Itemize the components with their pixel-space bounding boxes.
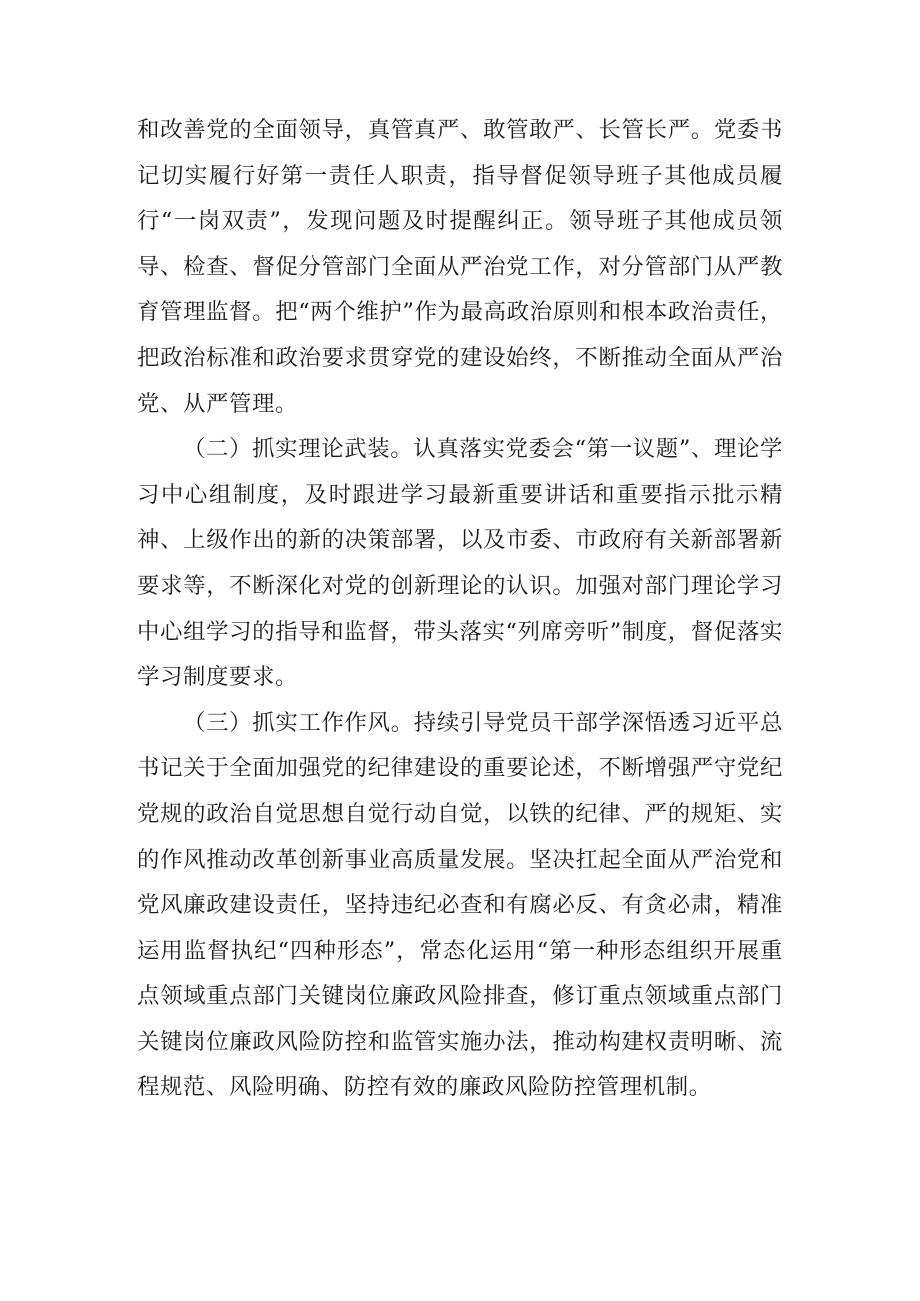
paragraph-leadership: 和改善党的全面领导，真管真严、敢管敢严、长管长严。党委书记切实履行好第一责任人职责，指导督促领导班子其他成员履行“一岗双责”，发现问题及时提醒纠正。领导班子其他成员领导、检查、督促分管部门全面从严治党工作，对分管部门从严教育管理监督。把“两个维护”作为最高政治原则和根本政治责任，把政治标准和政治要求贯穿党的建设始终，不断推动全面从严治党、从严管理。 bbox=[137, 117, 783, 417]
paragraph-work-style: （三）抓实工作作风。持续引导党员干部学深悟透习近平总书记关于全面加强党的纪律建设的重要论述，不断增强严守党纪党规的政治自觉思想自觉行动自觉，以铁的纪律、严的规矩、实的作风推动改革创新事业高质量发展。坚决扛起全面从严治党和党风廉政建设责任，坚持违纪必查和有腐必反、有贪必肃，精准运用监督执纪“四种形态”，常态化运用“第一种形态组织开展重点领域重点部门关键岗位廉政风险排查，修订重点领域重点部门关键岗位廉政风险防控和监管实施办法，推动构建权责明晰、流程规范、风险明确、防控有效的廉政风险防控管理机制。 bbox=[137, 709, 783, 1101]
paragraph-theory-study: （二）抓实理论武装。认真落实党委会“第一议题”、理论学习中心组制度，及时跟进学习最新重要讲话和重要指示批示精神、上级作出的新的决策部署，以及市委、市政府有关新部署新要求等，不断深化对党的创新理论的认识。加强对部门理论学习中心组学习的指导和监督，带头落实“列席旁听”制度，督促落实学习制度要求。 bbox=[137, 436, 783, 691]
document-body bbox=[137, 108, 783, 1111]
